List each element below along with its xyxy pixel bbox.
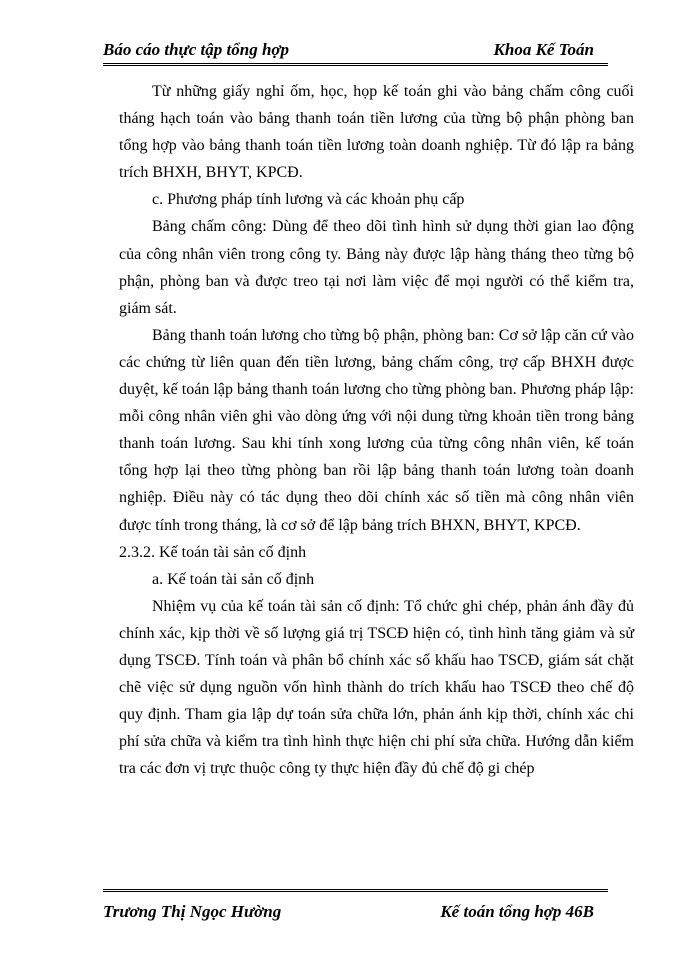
paragraph-fixed-asset-duties: Nhiệm vụ của kế toán tài sản cố định: Tổ chức ghi chép, phản ánh đầy đủ chính xác, kịp thời về số lượng giá trị TSCĐ hiện có, tình hình tăng giảm và sử dụng TSCĐ. Tính toán và phân bổ chính xác số khấu hao TSCĐ, giám sát chặt chẽ việc sử dụng nguồn vốn hình thành do trích khấu hao TSCĐ theo chế độ quy định. Tham gia lập dự toán sửa chữa lớn, phản ánh kịp thời, chính xác chi phí sửa chữa và kiểm tra tình hình thực hiện chi phí sửa chữa. Hướng dẫn kiểm tra các đơn vị trực thuộc công ty thực hiện đầy đủ chế độ gi chép [119,597,634,778]
section-heading-salary-method: c. Phương pháp tính lương và các khoản phụ cấp [152,191,465,209]
section-heading-fixed-assets: 2.3.2. Kế toán tài sản cố định [119,543,307,561]
footer-class: Kế toán tổng hợp 46B [440,902,594,921]
header-department: Khoa Kế Toán [493,40,594,59]
paragraph-timesheet: Bảng chấm công: Dùng để theo dõi tình hình sử dụng thời gian lao động của công nhân viên trong công ty. Bảng này được lập hàng tháng theo từng bộ phận, phòng ban và được treo tại nơi làm việc để mọi người có thể kiểm tra, giám sát. [119,218,634,317]
subsection-heading-fixed-assets: a. Kế toán tài sản cố định [152,570,315,588]
page-footer [103,902,608,926]
paragraph-timesheet-intro: Từ những giấy nghỉ ốm, học, họp kế toán ghi vào bảng chấm công cuối tháng hạch toán vào bảng thanh toán tiền lương của từng bộ phận phòng ban tổng hợp vào bảng thanh toán tiền lương toàn doanh nghiệp. Từ đó lập ra bảng trích BHXH, BHYT, KPCĐ. [119,83,634,182]
header-divider [103,63,608,66]
document-body [119,78,634,782]
page-header [103,38,606,64]
header-report-title: Báo cáo thực tập tổng hợp [103,40,290,59]
footer-divider [103,889,608,892]
footer-author: Trương Thị Ngọc Hường [103,902,282,921]
paragraph-payroll: Bảng thanh toán lương cho từng bộ phận, phòng ban: Cơ sở lập căn cứ vào các chứng từ liên quan đến tiền lương, bảng chấm công, trợ cấp BHXH được duyệt, kế toán lập bảng thanh toán lương cho từng phòng ban. Phương pháp lập: mỗi công nhân viên ghi vào dòng ứng với nội dung từng khoản tiền trong bảng thanh toán lương. Sau khi tính xong lương của từng công nhân viên, kế toán tổng hợp lại theo từng phòng ban rồi lập bảng thanh toán lương toàn doanh nghiệp. Điều này có tác dụng theo dõi chính xác số tiền mà công nhân viên được tính trong tháng, là cơ sở để lập bảng trích BHXN, BHYT, KPCĐ. [119,326,634,534]
